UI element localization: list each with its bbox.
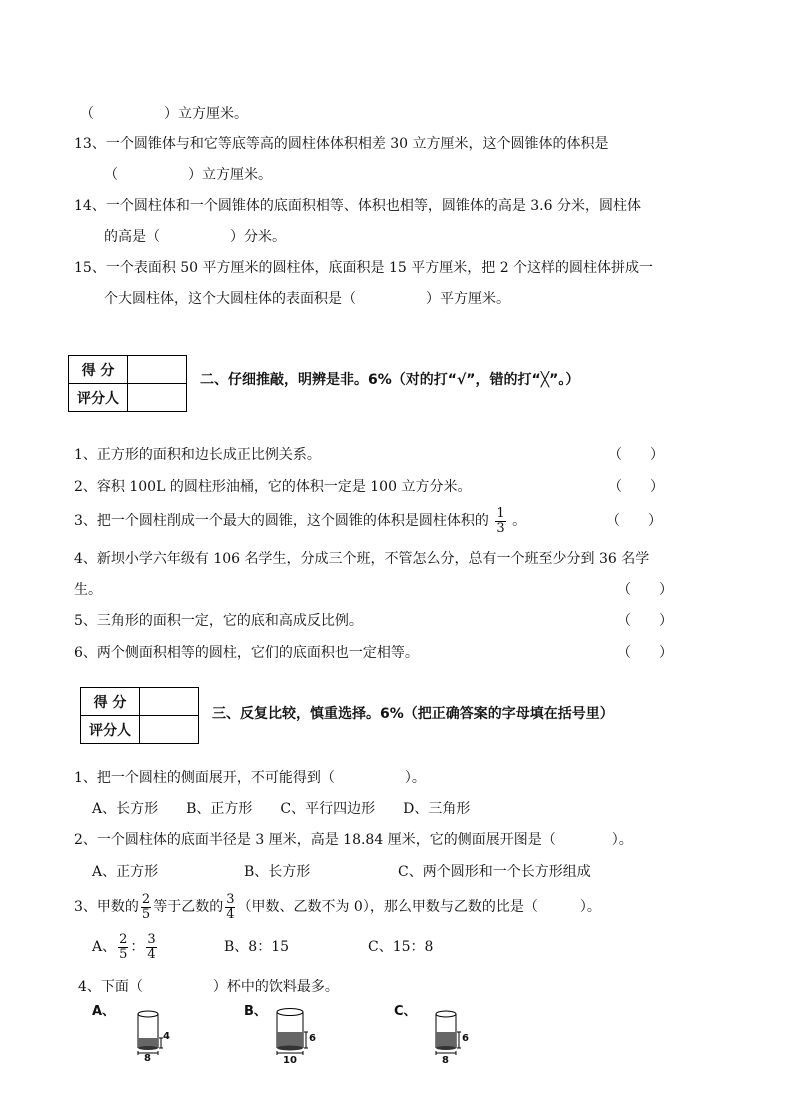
s3-q3-b: 等于乙数的 (153, 899, 224, 915)
s2-q3-text: 3、把一个圆柱削成一个最大的圆锥，这个圆锥的体积是圆柱体积的 (74, 513, 489, 529)
s2-q5-answer[interactable]: （ ） (617, 613, 673, 629)
q13-text: 13、一个圆锥体与和它等底等高的圆柱体体积相差 30 立方厘米，这个圆锥体的体积是 (74, 136, 609, 152)
s2-q4-tail: 生。 (74, 582, 102, 598)
s3-q1: 1、把一个圆柱的侧面展开，不可能得到（ ）。 (74, 770, 426, 786)
s2-q3-end: 。 (512, 513, 527, 529)
cup-a-diameter: 8 (144, 1053, 151, 1064)
s2-q6-answer[interactable]: （ ） (617, 645, 673, 661)
cup-c-label: C、 (394, 1004, 417, 1019)
grader-field[interactable] (140, 716, 199, 744)
fraction-numerator: 3 (147, 931, 156, 947)
grader-field[interactable] (128, 384, 187, 412)
s2-q5: 5、三角形的面积一定，它的底和高成反比例。 (74, 613, 363, 629)
s2-q1: 1、正方形的面积和边长成正比例关系。 (74, 447, 321, 463)
fraction-denominator: 4 (147, 946, 156, 962)
s3-q3-a: 3、甲数的 (74, 899, 139, 915)
fraction-denominator: 3 (496, 520, 505, 536)
s2-q3 (74, 502, 526, 540)
section2-score-box (68, 355, 187, 412)
cup-b-label: B、 (244, 1004, 267, 1019)
fraction-denominator: 5 (119, 946, 128, 962)
option-a-fraction-2 (146, 933, 156, 962)
option-a-label: A、 (92, 939, 117, 955)
q13-tail: （ ）立方厘米。 (104, 167, 272, 183)
score-label: 得 分 (81, 688, 140, 716)
cup-c-height: 6 (462, 1033, 469, 1044)
s2-q2: 2、容积 100L 的圆柱形油桶，它的体积一定是 100 立方分米。 (74, 479, 472, 495)
cup-a-height: 4 (163, 1031, 170, 1042)
grader-label: 评分人 (81, 716, 140, 744)
q14-tail: 的高是（ ）分米。 (104, 229, 286, 245)
s3-q3 (74, 888, 601, 926)
option-a-colon: ： (130, 939, 145, 955)
s3-q2-option-c: C、两个圆形和一个长方形组成 (398, 864, 591, 880)
s3-q2-option-a: A、正方形 (92, 864, 159, 880)
s3-q3-option-c: C、15：8 (368, 939, 434, 955)
fraction-numerator: 2 (119, 931, 128, 947)
cup-b-diameter: 10 (283, 1055, 297, 1066)
section3-score-box (80, 687, 199, 744)
s3-q1-options: A、长方形 B、正方形 C、平行四边形 D、三角形 (92, 801, 471, 817)
s2-q3-answer[interactable]: （ ） (606, 513, 662, 529)
fraction-denominator: 5 (141, 906, 151, 922)
s2-q4: 4、新坝小学六年级有 106 名学生，分成三个班，不管怎么分，总有一个班至少分到 36 名学 (74, 551, 650, 567)
score-field[interactable] (140, 688, 199, 716)
q14-text: 14、一个圆柱体和一个圆锥体的底面积相等、体积也相等，圆锥体的高是 3.6 分米，圆柱体 (74, 198, 641, 214)
section2-title: 二、仔细推敲，明辨是非。6%（对的打“√”，错的打“╳”。） (200, 372, 580, 388)
s2-q4-answer[interactable]: （ ） (617, 582, 673, 598)
fraction-numerator: 1 (496, 505, 505, 521)
cup-a-label: A、 (92, 1004, 116, 1019)
s3-q2: 2、一个圆柱体的底面半径是 3 厘米，高是 18.84 厘米，它的侧面展开图是（ ）。 (74, 832, 633, 848)
score-label: 得 分 (69, 356, 128, 384)
cup-b-height: 6 (309, 1033, 316, 1044)
grader-label: 评分人 (69, 384, 128, 412)
q12-tail: （ ）立方厘米。 (80, 106, 248, 122)
s2-q1-answer[interactable]: （ ） (608, 447, 664, 463)
s3-q3-c: （甲数、乙数不为 0），那么甲数与乙数的比是（ ）。 (237, 899, 601, 915)
s3-q3-option-a (92, 928, 159, 966)
cup-c-diameter: 8 (442, 1055, 449, 1066)
s3-q3-fraction-2 (225, 893, 235, 922)
fraction-numerator: 3 (226, 891, 235, 907)
s2-q3-fraction (495, 507, 505, 536)
fraction-numerator: 2 (141, 891, 151, 907)
s3-q4: 4、下面（ ）杯中的饮料最多。 (78, 979, 339, 995)
s3-q3-option-b: B、8：15 (224, 939, 290, 955)
s2-q2-answer[interactable]: （ ） (608, 479, 664, 495)
section3-title: 三、反复比较，慎重选择。6%（把正确答案的字母填在括号里） (212, 706, 614, 722)
s3-q3-fraction-1 (141, 893, 151, 922)
s3-q2-option-b: B、长方形 (244, 864, 311, 880)
q15-text: 15、一个表面积 50 平方厘米的圆柱体，底面积是 15 平方厘米，把 2 个这样的圆柱体拼成一 (74, 260, 654, 276)
cup-a-icon (126, 1008, 186, 1068)
score-field[interactable] (128, 356, 187, 384)
q15-tail: 个大圆柱体，这个大圆柱体的表面积是（ ）平方厘米。 (104, 291, 510, 307)
fraction-denominator: 4 (226, 906, 235, 922)
option-a-fraction-1 (118, 933, 128, 962)
cup-c-icon (424, 1006, 484, 1066)
s2-q6: 6、两个侧面积相等的圆柱，它们的底面积也一定相等。 (74, 645, 419, 661)
